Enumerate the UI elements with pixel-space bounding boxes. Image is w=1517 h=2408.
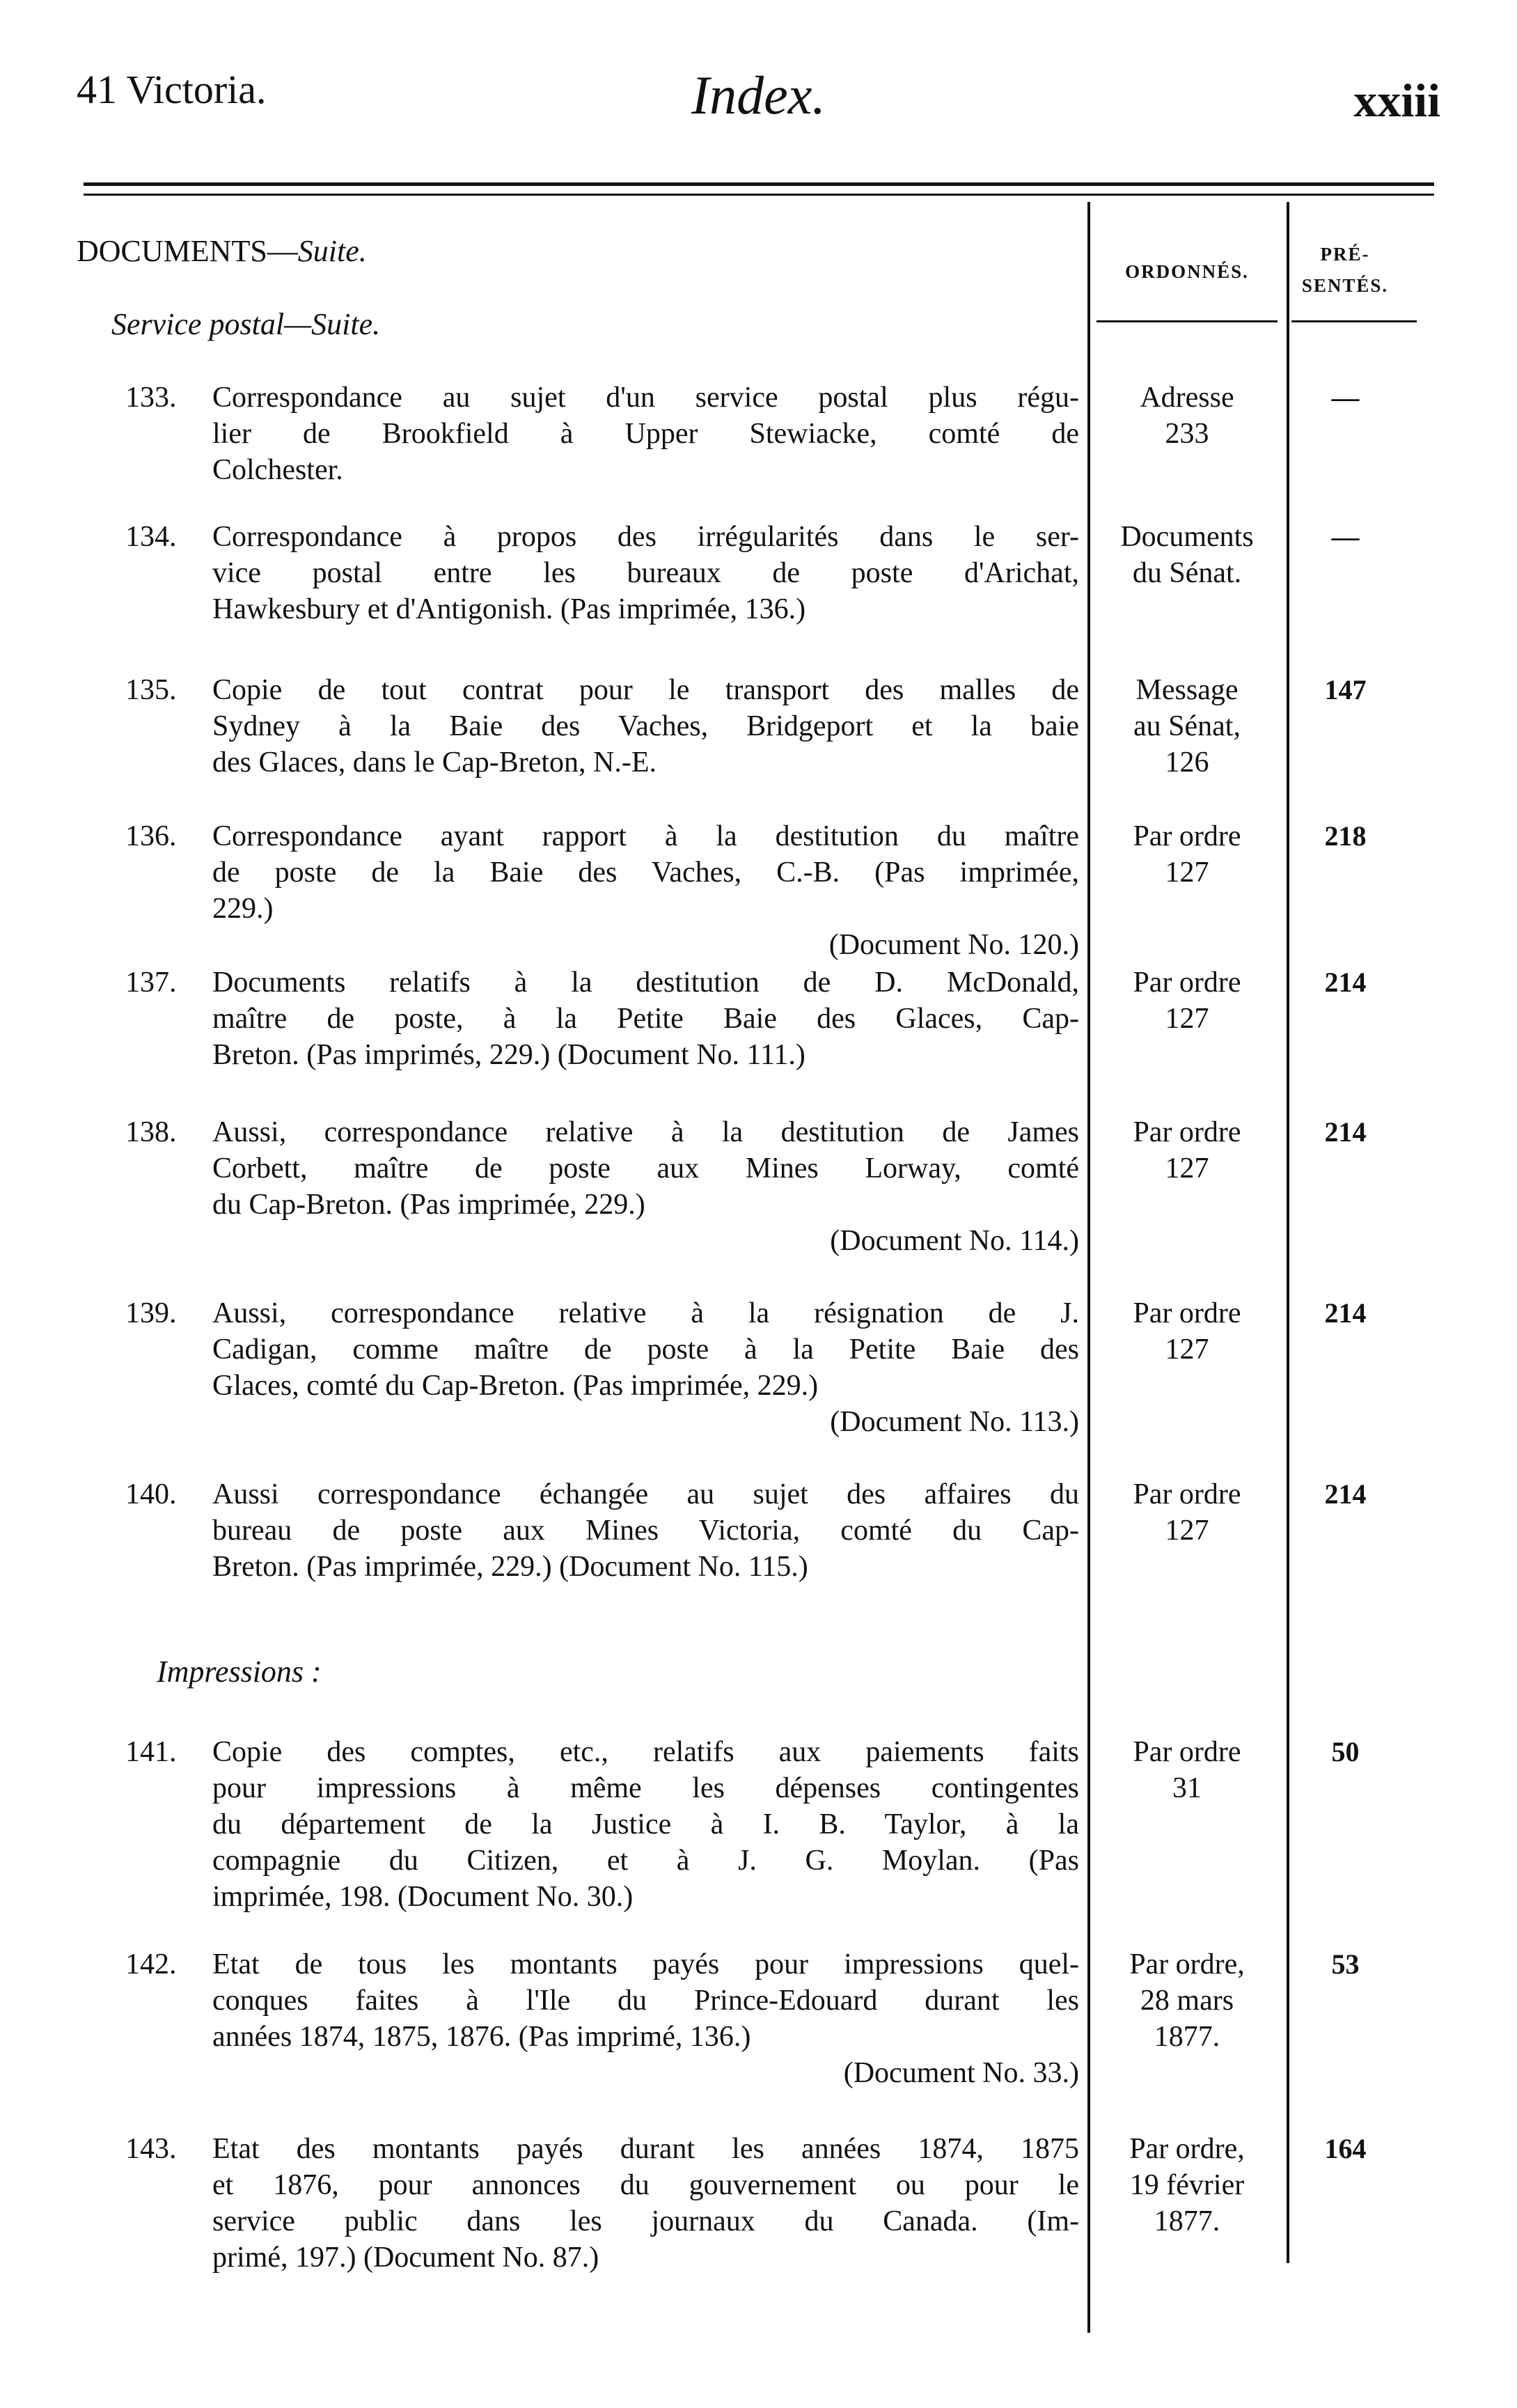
entry-number: 143. [125, 2133, 177, 2165]
entry-number: 136. [125, 820, 177, 852]
entry-line: Correspondance ayant rapport à la destitution du maître [212, 820, 1079, 852]
entry-line: Cadigan, comme maître de poste à la Petite Baie des [212, 1334, 1079, 1366]
ordonnes-line: du Sénat. [1132, 557, 1242, 589]
ordonnes-line: Message [1135, 674, 1239, 706]
ordonnes-line: 31 [1172, 1772, 1202, 1804]
section-title-suffix: Suite. [297, 234, 367, 268]
entry-text [212, 2131, 1079, 2276]
presentes-cell: 164 [1324, 2133, 1367, 2164]
entry-text [212, 818, 1079, 963]
ordonnes-line: Adresse [1140, 382, 1234, 414]
entry-document-reference: (Document No. 120.) [828, 929, 1079, 961]
entry-line: Breton. (Pas imprimés, 229.) (Document No. 111.) [212, 1039, 805, 1071]
ordonnes-line: Documents [1120, 521, 1254, 553]
entry-line: et 1876, pour annonces du gouvernement ou pour le [212, 2169, 1079, 2201]
entry-line: années 1874, 1875, 1876. (Pas imprimé, 136.) [212, 2021, 751, 2053]
entry-document-reference: (Document No. 114.) [830, 1225, 1079, 1257]
entry-number: 140. [125, 1478, 177, 1510]
ordonnes-cell [1097, 380, 1278, 452]
presentes-cell: 214 [1324, 967, 1367, 998]
entry-number: 141. [125, 1736, 177, 1768]
presentes-cell: 53 [1331, 1948, 1360, 1980]
page-number: xxiii [1353, 74, 1440, 127]
ordonnes-line: Par ordre [1133, 820, 1241, 852]
ordonnes-line: 28 mars [1140, 1985, 1234, 2017]
ordonnes-line: Par ordre, [1129, 2133, 1245, 2165]
ordonnes-line: Par ordre [1133, 1297, 1241, 1329]
presentes-cell: 214 [1324, 1116, 1367, 1148]
ordonnes-line: 1877. [1154, 2021, 1220, 2053]
entry-line: Hawkesbury et d'Antigonish. (Pas imprimée, 136.) [212, 593, 806, 625]
presentes-cell: — [1331, 382, 1360, 413]
ordonnes-line: 19 février [1129, 2169, 1245, 2201]
entry-number: 138. [125, 1116, 177, 1148]
entry-line: Correspondance à propos des irrégularités dans le ser- [212, 521, 1079, 553]
ordonnes-line: 127 [1165, 857, 1209, 889]
impressions-heading: Impressions : [157, 1655, 322, 1689]
presentes-cell: 50 [1331, 1736, 1360, 1767]
entry-document-reference: (Document No. 33.) [843, 2057, 1079, 2089]
ordonnes-cell [1097, 1295, 1278, 1368]
ordonnes-cell [1097, 1476, 1278, 1549]
entry-text [212, 672, 1079, 781]
column-head-ordonnes: ORDONNÉS. [1125, 261, 1249, 282]
ordonnes-line: Par ordre [1133, 1478, 1241, 1510]
entry-line: Etat des montants payés durant les années 1874, 1875 [212, 2133, 1079, 2165]
entry-line: lier de Brookfield à Upper Stewiacke, comté de [212, 418, 1079, 450]
ordonnes-cell [1097, 1734, 1278, 1806]
entry-line: 229.) [212, 893, 274, 925]
entry-line: Documents relatifs à la destitution de D. McDonald, [212, 967, 1079, 999]
entry-line: pour impressions à même les dépenses contingentes [212, 1772, 1079, 1804]
entry-line: du département de la Justice à I. B. Taylor, à la [212, 1808, 1079, 1840]
entry-line: Copie des comptes, etc., relatifs aux paiements faits [212, 1736, 1079, 1768]
ordonnes-line: 127 [1165, 1515, 1209, 1547]
entry-number: 142. [125, 1948, 177, 1980]
header-rule-thin [84, 194, 1434, 196]
entry-line: Sydney à la Baie des Vaches, Bridgeport et la baie [212, 710, 1079, 742]
column-head-rule-2 [1291, 320, 1417, 322]
entry-line: Aussi, correspondance relative à la résignation de J. [212, 1297, 1079, 1329]
entry-line: imprimée, 198. (Document No. 30.) [212, 1881, 634, 1913]
entry-line: Aussi, correspondance relative à la destitution de James [212, 1116, 1079, 1148]
entry-line: compagnie du Citizen, et à J. G. Moylan. (Pas [212, 1845, 1079, 1877]
header-rule-thick [84, 182, 1434, 186]
column-head-presentes-2: SENTÉS. [1301, 275, 1389, 296]
entry-text [212, 1734, 1079, 1915]
entry-document-reference: (Document No. 113.) [830, 1406, 1079, 1438]
presentes-cell: — [1331, 521, 1360, 552]
entry-line: Aussi correspondance échangée au sujet des affaires du [212, 1478, 1079, 1510]
ordonnes-line: 127 [1165, 1334, 1209, 1366]
ordonnes-line: Par ordre [1133, 1116, 1241, 1148]
entry-line: Colchester. [212, 454, 343, 486]
entry-line: de poste de la Baie des Vaches, C.-B. (Pas imprimée, [212, 857, 1079, 889]
column-separator-right [1287, 202, 1289, 2263]
running-head-left: 41 Victoria. [77, 67, 267, 112]
entry-line: conques faites à l'Ile du Prince-Edouard durant les [212, 1985, 1079, 2017]
ordonnes-cell [1097, 964, 1278, 1037]
ordonnes-line: 126 [1165, 746, 1209, 779]
section-title-main: DOCUMENTS— [77, 234, 298, 268]
column-head-rule-1 [1097, 320, 1278, 322]
ordonnes-cell [1097, 818, 1278, 891]
section-title [77, 233, 367, 269]
ordonnes-cell [1097, 2131, 1278, 2239]
ordonnes-line: Par ordre [1133, 967, 1241, 999]
ordonnes-cell [1097, 1946, 1278, 2055]
entry-line: Breton. (Pas imprimée, 229.) (Document No. 115.) [212, 1551, 808, 1583]
entry-text [212, 964, 1079, 1073]
column-head-presentes-1: PRÉ- [1320, 244, 1370, 265]
entry-text [212, 380, 1079, 488]
entry-line: des Glaces, dans le Cap-Breton, N.-E. [212, 746, 657, 779]
entry-number: 135. [125, 674, 177, 706]
entry-number: 133. [125, 382, 177, 414]
ordonnes-cell [1097, 519, 1278, 591]
ordonnes-line: 1877. [1154, 2205, 1220, 2237]
ordonnes-cell [1097, 1114, 1278, 1187]
entry-line: Correspondance au sujet d'un service postal plus régu- [212, 382, 1079, 414]
ordonnes-line: 127 [1165, 1003, 1209, 1035]
entry-line: Glaces, comté du Cap-Breton. (Pas imprimée, 229.) [212, 1370, 819, 1402]
entry-text [212, 1946, 1079, 2091]
presentes-cell: 147 [1324, 674, 1367, 705]
presentes-cell: 214 [1324, 1297, 1367, 1329]
entry-text [212, 1295, 1079, 1440]
entry-line: bureau de poste aux Mines Victoria, comté du Cap- [212, 1515, 1079, 1547]
presentes-cell: 214 [1324, 1478, 1367, 1510]
entry-line: Corbett, maître de poste aux Mines Lorway, comté [212, 1152, 1079, 1185]
entry-line: vice postal entre les bureaux de poste d'Arichat, [212, 557, 1079, 589]
ordonnes-line: Par ordre, [1129, 1948, 1245, 1980]
subsection-title: Service postal—Suite. [111, 307, 381, 341]
entry-text [212, 519, 1079, 627]
entry-line: maître de poste, à la Petite Baie des Glaces, Cap- [212, 1003, 1079, 1035]
entry-number: 137. [125, 967, 177, 999]
entry-number: 139. [125, 1297, 177, 1329]
ordonnes-line: Par ordre [1133, 1736, 1241, 1768]
entry-line: service public dans les journaux du Canada. (Im- [212, 2205, 1079, 2237]
ordonnes-line: au Sénat, [1133, 710, 1241, 742]
ordonnes-line: 233 [1165, 418, 1209, 450]
ordonnes-line: 127 [1165, 1152, 1209, 1185]
entry-line: primé, 197.) (Document No. 87.) [212, 2242, 599, 2274]
entry-line: du Cap-Breton. (Pas imprimée, 229.) [212, 1189, 645, 1221]
running-head-title: Index. [691, 65, 826, 125]
entry-line: Copie de tout contrat pour le transport des malles de [212, 674, 1079, 706]
column-separator-left [1087, 202, 1090, 2333]
ordonnes-cell [1097, 672, 1278, 781]
entry-number: 134. [125, 521, 177, 553]
entry-text [212, 1114, 1079, 1259]
entry-text [212, 1476, 1079, 1585]
presentes-cell: 218 [1324, 820, 1367, 852]
entry-line: Etat de tous les montants payés pour impressions quel- [212, 1948, 1079, 1980]
